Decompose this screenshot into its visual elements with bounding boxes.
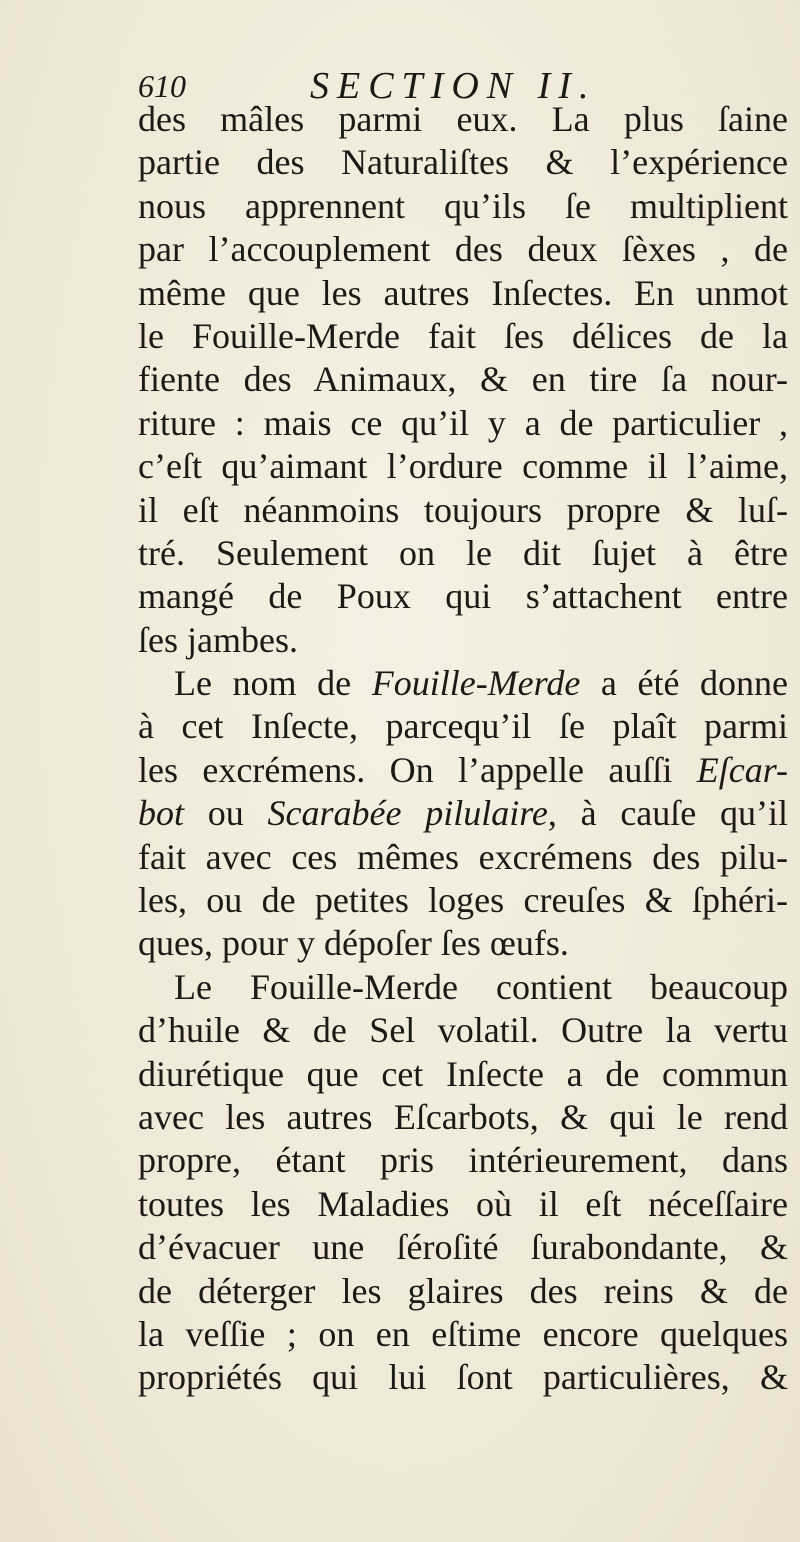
text-run: a été donne — [580, 663, 788, 704]
running-head: SECTION II. — [310, 65, 597, 107]
text-line — [138, 662, 788, 705]
text-line — [138, 749, 788, 792]
text-line: les, ou de petites loges creuſes & ſphéri- — [138, 880, 788, 921]
text-line: la veſſie ; on en eſtime encore quelques — [138, 1313, 788, 1354]
text-line: par l’accouplement des deux ſèxes , de — [138, 229, 788, 270]
text-line: partie des Naturaliſtes & l’expérience — [138, 142, 788, 183]
text-line: c’eſt qu’aimant l’ordure comme il l’aime, — [138, 446, 788, 487]
body-text — [138, 98, 788, 1400]
text-line: mangé de Poux qui s’attachent entre — [138, 576, 788, 617]
text-line: diurétique que cet Inſecte a de commun — [138, 1053, 788, 1094]
italic-term-scarabee-pilulaire: Scarabée pilulaire — [267, 793, 548, 834]
text-line: fiente des Animaux, & en tire ſa nour- — [138, 359, 788, 400]
italic-term-escarbot: Eſcar- — [696, 749, 788, 790]
text-run: les excrémens. On l’appelle auſſi — [138, 749, 697, 790]
text-line: d’évacuer une ſéroſité ſurabondante, & — [138, 1227, 788, 1268]
text-line: il eſt néanmoins toujours propre & luſ- — [138, 489, 788, 530]
text-line: tré. Seulement on le dit ſujet à être — [138, 532, 788, 573]
text-line: toutes les Maladies où il eſt néceſſaire — [138, 1183, 788, 1224]
italic-term-escarbot-end: bot — [138, 793, 185, 834]
text-line: Le Fouille-Merde contient beaucoup — [174, 966, 788, 1007]
text-line: nous apprennent qu’ils ſe multiplient — [138, 185, 788, 226]
text-line: le Fouille-Merde fait ſes délices de la — [138, 315, 788, 356]
text-line: riture : mais ce qu’il y a de particulier , — [138, 402, 788, 443]
text-line: des mâles parmi eux. La plus ſaine — [138, 99, 788, 139]
text-line: propre, étant pris intérieurement, dans — [138, 1140, 788, 1181]
text-line: à cet Inſecte, parcequ’il ſe plaît parmi — [138, 706, 788, 747]
text-line: ſes jambes. — [138, 619, 298, 660]
text-run: ou — [184, 793, 268, 834]
text-line: ques, pour y dépoſer ſes œufs. — [138, 923, 569, 964]
text-run: , à cauſe qu’il — [547, 793, 788, 834]
text-line: avec les autres Eſcarbots, & qui le rend — [138, 1096, 788, 1137]
text-line: de déterger les glaires des reins & de — [138, 1270, 788, 1311]
page-number: 610 — [138, 68, 186, 104]
text-run: Le nom de — [174, 663, 372, 704]
text-line: d’huile & de Sel volatil. Outre la vertu — [138, 1010, 788, 1051]
text-line — [138, 792, 788, 835]
italic-term-fouille-merde: Fouille-Merde — [371, 663, 581, 704]
text-line: fait avec ces mêmes excrémens des pilu- — [138, 836, 788, 877]
text-line: propriétés qui lui ſont particulières, & — [138, 1357, 788, 1398]
text-line: même que les autres Inſectes. En unmot — [138, 272, 788, 313]
